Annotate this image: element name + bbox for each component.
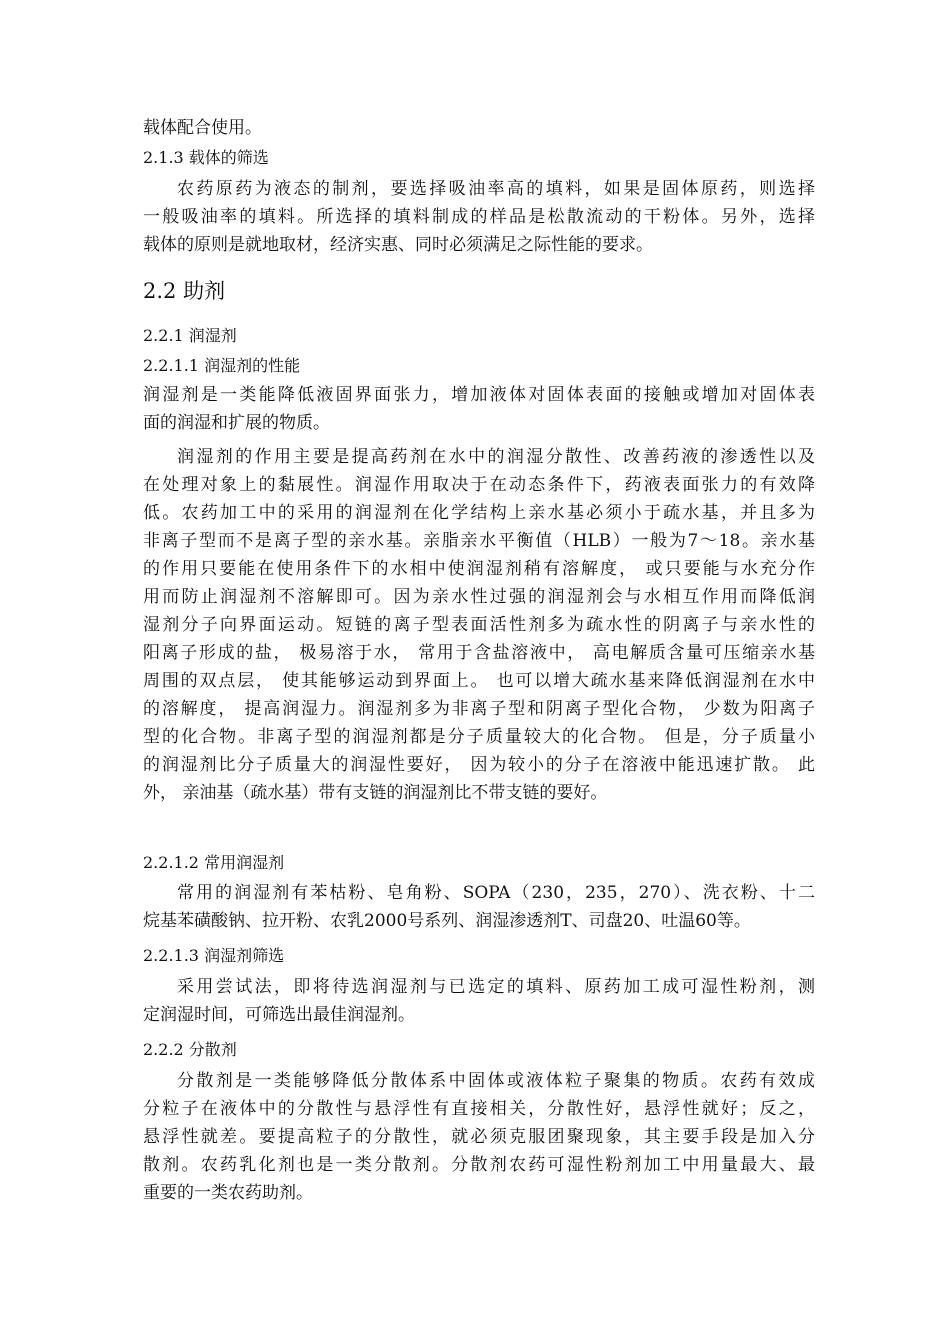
heading-2-2 bbox=[143, 275, 815, 307]
paragraph-line: 一般吸油率的填料。所选择的填料制成的样品是松散流动的干粉体。另外，选择 bbox=[143, 207, 815, 227]
paragraph-line: 非离子型而不是离子型的亲水基。亲脂亲水平衡值（HLB）一般为7～18。亲水基 bbox=[143, 531, 815, 551]
paragraph-line: 润湿剂是一类能降低液固界面张力，增加液体对固体表面的接触或增加对固体表 bbox=[143, 385, 815, 405]
paragraph-common-wetting-agents bbox=[143, 879, 815, 935]
paragraph-line: 烷基苯磺酸钠、拉开粉、农乳2000号系列、润湿渗透剂T、司盘20、吐温60等。 bbox=[143, 911, 751, 931]
paragraph-line: 定润湿时间，可筛选出最佳润湿剂。 bbox=[143, 1005, 415, 1025]
section-heading: 2.2.1.3 润湿剂筛选 bbox=[143, 946, 285, 965]
section-heading: 2.2.1 润湿剂 bbox=[143, 326, 237, 345]
paragraph-line: 悬浮性就差。要提高粒子的分散性，就必须克服团聚现象，其主要手段是加入分 bbox=[143, 1127, 815, 1147]
section-heading: 2.2.2 分散剂 bbox=[143, 1040, 237, 1059]
intro-paragraph-end bbox=[143, 114, 815, 142]
paragraph-dispersant bbox=[143, 1067, 815, 1207]
heading-2-2-2 bbox=[143, 1036, 815, 1064]
section-heading: 2.2 助剂 bbox=[143, 279, 226, 303]
paragraph-line: 外， 亲油基（疏水基）带有支链的润湿剂比不带支链的要好。 bbox=[143, 783, 608, 803]
paragraph-carrier-selection bbox=[143, 175, 815, 259]
paragraph-line: 周围的双点层， 使其能够运动到界面上。 也可以增大疏水基来降低润湿剂在水中 bbox=[143, 671, 815, 691]
section-heading: 2.2.1.2 常用润湿剂 bbox=[143, 853, 285, 872]
paragraph-line: 用而防止润湿剂不溶解即可。因为亲水性过强的润湿剂会与水相互作用而降低润 bbox=[143, 587, 815, 607]
paragraph-line: 载体配合使用。 bbox=[143, 118, 262, 138]
paragraph-line: 低。农药加工中的采用的润湿剂在化学结构上亲水基必须小于疏水基，并且多为 bbox=[143, 503, 815, 523]
paragraph-line: 载体的原则是就地取材，经济实惠、同时必须满足之际性能的要求。 bbox=[143, 235, 653, 255]
section-heading: 2.1.3 载体的筛选 bbox=[143, 148, 269, 167]
heading-2-2-1 bbox=[143, 322, 815, 350]
paragraph-line: 的作用只要能在使用条件下的水相中使润湿剂稍有溶解度， 或只要能与水充分作 bbox=[143, 559, 815, 579]
paragraph-line: 采用尝试法，即将待选润湿剂与已选定的填料、原药加工成可湿性粉剂，测 bbox=[177, 977, 815, 997]
paragraph-line: 在处理对象上的黏展性。润湿作用取决于在动态条件下，药液表面张力的有效降 bbox=[143, 475, 815, 495]
paragraph-line: 型的化合物。非离子型的润湿剂都是分子质量较大的化合物。 但是，分子质量小 bbox=[143, 727, 815, 747]
paragraph-line: 阳离子形成的盐， 极易溶于水， 常用于含盐溶液中， 高电解质含量可压缩亲水基 bbox=[143, 643, 815, 663]
paragraph-line: 农药原药为液态的制剂，要选择吸油率高的填料，如果是固体原药，则选择 bbox=[177, 179, 815, 199]
heading-2-2-1-2 bbox=[143, 849, 815, 877]
paragraph-line: 的溶解度， 提高润湿力。润湿剂多为非离子型和阴离子型化合物， 少数为阳离子 bbox=[143, 699, 815, 719]
paragraph-line: 常用的润湿剂有苯枯粉、皂角粉、SOPA（230，235，270）、洗衣粉、十二 bbox=[177, 883, 815, 903]
paragraph-line: 分粒子在液体中的分散性与悬浮性有直接相关，分散性好，悬浮性就好；反之， bbox=[143, 1099, 815, 1119]
paragraph-wetting-screening bbox=[143, 973, 815, 1029]
paragraph-line: 散剂。农药乳化剂也是一类分散剂。分散剂农药可湿性粉剂加工中用量最大、最 bbox=[143, 1155, 815, 1175]
paragraph-line: 面的润湿和扩展的物质。 bbox=[143, 413, 330, 433]
paragraph-line: 分散剂是一类能够降低分散体系中固体或液体粒子聚集的物质。农药有效成 bbox=[177, 1071, 815, 1091]
paragraph-wetting-role bbox=[143, 443, 815, 807]
heading-2-2-1-3 bbox=[143, 942, 815, 970]
heading-2-1-3 bbox=[143, 144, 815, 172]
paragraph-line: 的润湿剂比分子质量大的润湿性要好， 因为较小的分子在溶液中能迅速扩散。 此 bbox=[143, 755, 815, 775]
paragraph-line: 重要的一类农药助剂。 bbox=[143, 1183, 313, 1203]
paragraph-line: 润湿剂的作用主要是提高药剂在水中的润湿分散性、改善药液的渗透性以及 bbox=[177, 447, 815, 467]
heading-2-2-1-1 bbox=[143, 352, 815, 380]
section-heading: 2.2.1.1 润湿剂的性能 bbox=[143, 356, 301, 375]
paragraph-wetting-definition bbox=[143, 381, 815, 437]
paragraph-line: 湿剂分子向界面运动。短链的离子型表面活性剂多为疏水性的阴离子与亲水性的 bbox=[143, 615, 815, 635]
